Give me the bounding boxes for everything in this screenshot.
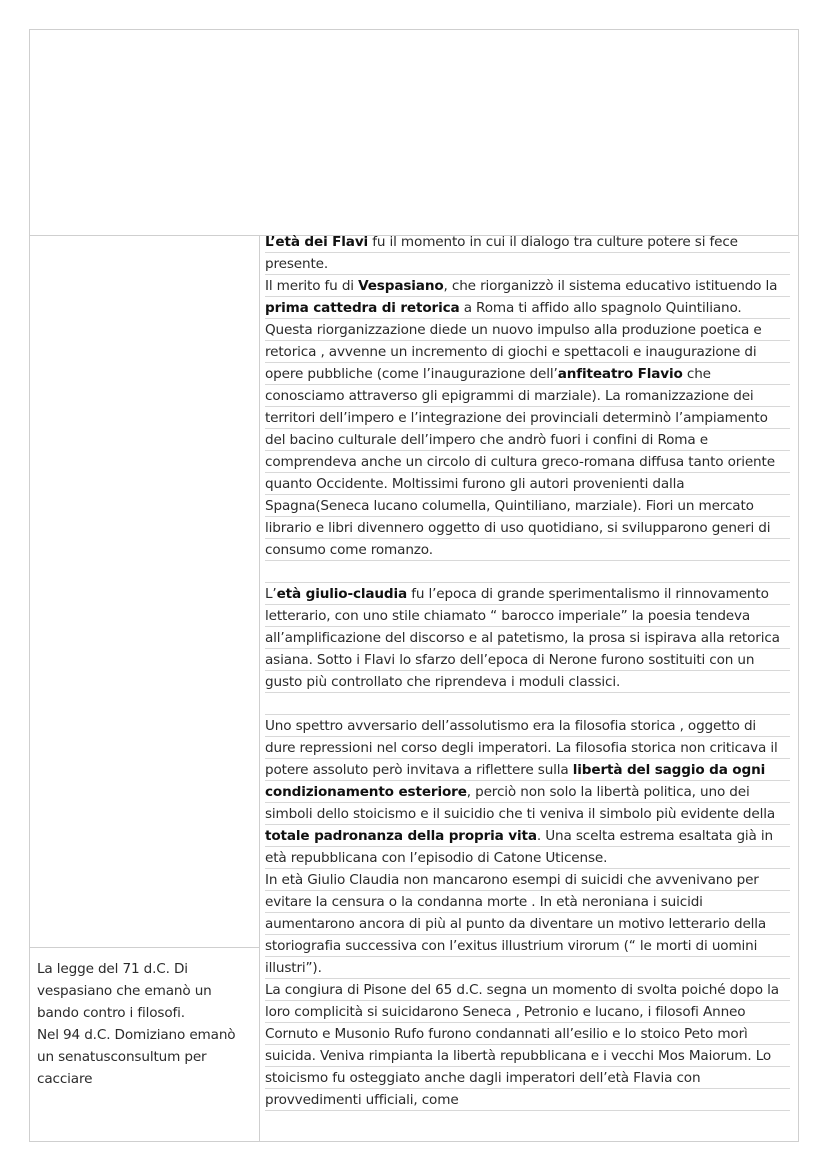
term-liberta-del-saggio: libertà del saggio da ogni condizionamento esteriore: [265, 762, 766, 800]
paragraph-filosofia-storica: Uno spettro avversario dell’assolutismo era la filosofia storica , oggetto di dure repressioni nel corso degli imperatori. La filosofia storica non criticava il potere assoluto però invitava a riflettere sulla libertà del saggio da ogni condizionamento esteriore, perciò non solo la libertà politica, uno dei simboli dello stoicismo e il suicidio che ti veniva il simbolo più evidente della totale padronanza della propria vita. Una scelta estrema esaltata già in età repubblicana con l’episodio di Catone Uticense. In età Giulio Claudia non mancarono esempi di suicidi che avvenivano per evitare la censura o la condanna morte . In età neroniana i suicidi aumentarono ancora di più al punto da diventare un motivo letterario della storiografia successiva con l’exitus illustrium virorum (“ le morti di uomini illustri”). La congiura di Pisone del 65 d.C. segna un momento di svolta poiché dopo la loro complicità si suicidarono Seneca , Petronio e lucano, i filosofi Anneo Cornuto e Musonio Rufo furono condannati all’esilio e lo stoico Peto morì suicida. Veniva rimpianta la libertà repubblicana e i vecchi Mos Maiorum. Lo stoicismo fu osteggiato anche dagli imperatori dell’età Flavia con provvedimenti ufficiali, come: [265, 718, 779, 1108]
side-note: [37, 958, 255, 1090]
main-notes: [265, 231, 790, 1111]
side-note-divider: [29, 947, 260, 948]
paragraph-eta-giulio-claudia: L’età giulio-claudia fu l’epoca di grande sperimentalismo il rinnovamento letterario, con uno stile chiamato “ barocco imperiale” la poesia tendeva all’amplificazione del discorso e al patetismo, la prosa si ispirava alla retorica asiana. Sotto i Flavi lo sfarzo dell’epoca di Nerone furono sostituiti con un gusto più controllato che riprendeva i moduli classici.: [265, 586, 780, 690]
term-totale-padronanza: totale padronanza della propria vita: [265, 828, 537, 844]
term-eta-giulio-claudia: età giulio-claudia: [276, 586, 408, 602]
side-note-text: La legge del 71 d.C. Di vespasiano che emanò un bando contro i filosofi. Nel 94 d.C. Domiziano emanò un senatusconsultum per cacciare: [37, 961, 236, 1087]
term-eta-flavi: L’età dei Flavi: [265, 234, 369, 250]
term-prima-cattedra: prima cattedra di retorica: [265, 300, 460, 316]
paragraph-eta-flavi: L’età dei Flavi fu il momento in cui il dialogo tra culture potere si fece presente. Il merito fu di Vespasiano, che riorganizzò il sistema educativo istituendo la prima cattedra di retorica a Roma ti affido allo spagnolo Quintiliano. Questa riorganizzazione diede un nuovo impulso alla produzione poetica e retorica , avvenne un incremento di giochi e spettacoli e inaugurazione di opere pubbliche (come l’inaugurazione dell’anfiteatro Flavio che conosciamo attraverso gli epigrammi di marziale). La romanizzazione dei territori dell’impero e l’integrazione dei provinciali determinò l’ampiamento del bacino culturale dell’impero che andrò fuori i confini di Roma e comprendeva anche un circolo di cultura greco-romana diffusa tanto oriente quanto Occidente. Moltissimi furono gli autori provenienti dalla Spagna(Seneca lucano columella, Quintiliano, marziale). Fiori un mercato librario e libri divennero oggetto di uso quotidiano, si svilupparono generi di consumo come romanzo.: [265, 234, 778, 558]
margin-column-divider: [259, 235, 260, 1142]
term-vespasiano: Vespasiano: [358, 278, 444, 294]
term-anfiteatro-flavio: anfiteatro Flavio: [557, 366, 683, 382]
